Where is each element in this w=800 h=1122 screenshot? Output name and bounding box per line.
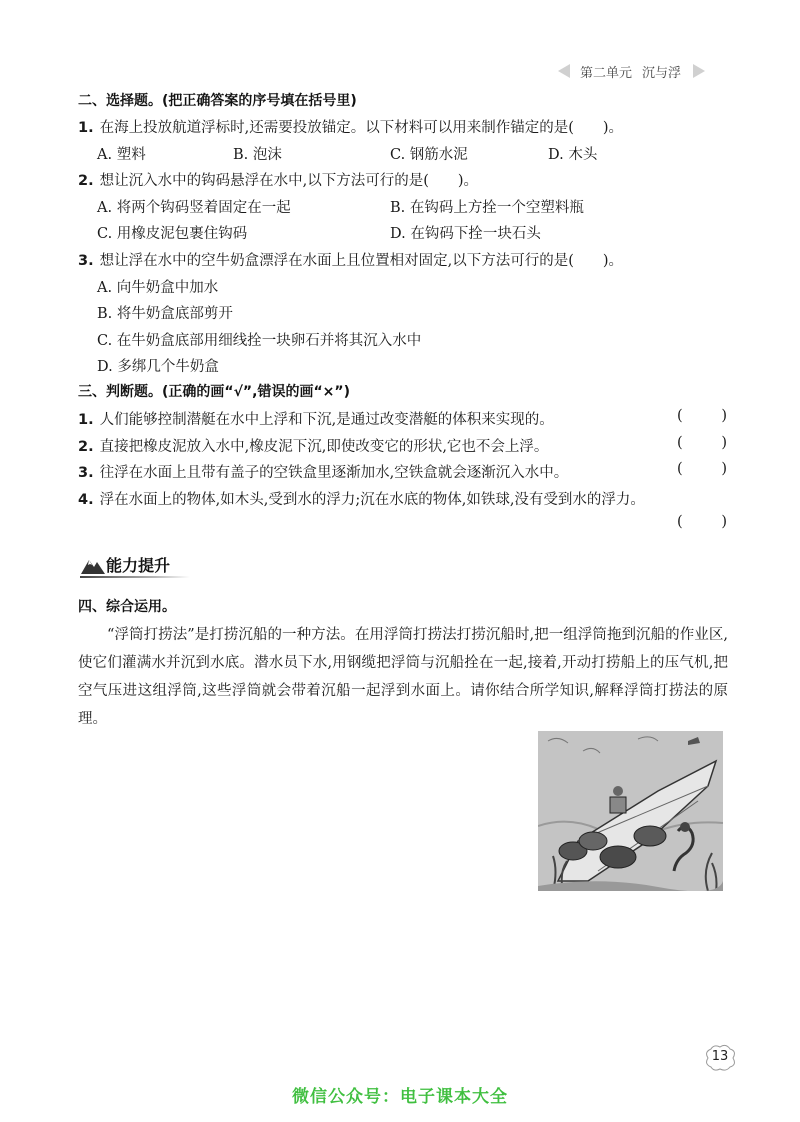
q3-option-d: D. 多绑几个牛奶盒 bbox=[97, 359, 219, 375]
tf-answer-blank-1[interactable] bbox=[677, 408, 727, 424]
page-number: 13 bbox=[711, 1049, 729, 1064]
question-text: 直接把橡皮泥放入水中,橡皮泥下沉,即使改变它的形状,它也不会上浮。 bbox=[99, 439, 549, 455]
q3-option-b: B. 将牛奶盒底部剪开 bbox=[97, 306, 233, 322]
paren-left: ( bbox=[677, 514, 683, 530]
tf-answer-blank-4[interactable] bbox=[677, 514, 727, 530]
page-header bbox=[558, 60, 728, 82]
salvage-illustration bbox=[538, 731, 723, 891]
tf-question-3 bbox=[78, 461, 568, 482]
question-text: 在海上投放航道浮标时,还需要投放锚定。以下材料可以用来制作锚定的是( )。 bbox=[99, 120, 624, 136]
section4-title: 四、综合运用。 bbox=[78, 599, 176, 615]
paren-right: ) bbox=[721, 461, 727, 477]
paren-left: ( bbox=[677, 461, 683, 477]
question-text: 想让沉入水中的钩码悬浮在水中,以下方法可行的是( )。 bbox=[99, 173, 479, 189]
tf-answer-blank-2[interactable] bbox=[677, 435, 727, 451]
question-number: 2. bbox=[78, 173, 94, 189]
question-number: 4. bbox=[78, 492, 94, 508]
header-left-triangle-icon bbox=[558, 64, 570, 78]
mc-question-2 bbox=[78, 169, 478, 190]
question-text: 浮在水面上的物体,如木头,受到水的浮力;沉在水底的物体,如铁球,没有受到水的浮力。 bbox=[99, 492, 645, 508]
section3-title: 三、判断题。(正确的画“√”,错误的画“×”) bbox=[78, 384, 350, 400]
footer-watermark: 微信公众号：电子课本大全 bbox=[292, 1087, 508, 1107]
tf-question-2 bbox=[78, 435, 548, 456]
paren-left: ( bbox=[677, 408, 683, 424]
q1-option-c: C. 钢筋水泥 bbox=[390, 147, 468, 163]
tf-question-1 bbox=[78, 408, 554, 429]
q3-option-a: A. 向牛奶盒中加水 bbox=[97, 280, 219, 296]
header-topic: 沉与浮 bbox=[642, 65, 682, 81]
question-text: 往浮在水面上且带有盖子的空铁盒里逐渐加水,空铁盒就会逐渐沉入水中。 bbox=[99, 465, 569, 481]
question-number: 1. bbox=[78, 120, 94, 136]
question-text: 想让浮在水中的空牛奶盒漂浮在水面上且位置相对固定,以下方法可行的是( )。 bbox=[99, 253, 624, 269]
question-number: 1. bbox=[78, 412, 94, 428]
tf-answer-blank-3[interactable] bbox=[677, 461, 727, 477]
q2-option-a: A. 将两个钩码竖着固定在一起 bbox=[97, 200, 291, 216]
question-text: 人们能够控制潜艇在水中上浮和下沉,是通过改变潜艇的体积来实现的。 bbox=[99, 412, 554, 428]
paren-left: ( bbox=[677, 435, 683, 451]
header-unit: 第二单元 bbox=[580, 65, 633, 81]
q1-option-d: D. 木头 bbox=[548, 147, 598, 163]
question-number: 3. bbox=[78, 465, 94, 481]
ability-title: 能力提升 bbox=[106, 556, 171, 575]
q1-option-a: A. 塑料 bbox=[97, 147, 146, 163]
section2-title: 二、选择题。(把正确答案的序号填在括号里) bbox=[78, 93, 357, 109]
tf-question-4 bbox=[78, 488, 645, 509]
question-number: 2. bbox=[78, 439, 94, 455]
mc-question-1 bbox=[78, 116, 623, 137]
q2-option-d: D. 在钩码下拴一块石头 bbox=[390, 226, 541, 242]
q2-option-b: B. 在钩码上方拴一个空塑料瓶 bbox=[390, 200, 584, 216]
ability-underline bbox=[80, 576, 190, 578]
salvage-scene-image bbox=[538, 731, 723, 891]
q2-option-c: C. 用橡皮泥包裹住钩码 bbox=[97, 226, 248, 242]
section4-paragraph: “浮筒打捞法”是打捞沉船的一种方法。在用浮筒打捞法打捞沉船时,把一组浮筒拖到沉船的作业区,使它们灌满水并沉到水底。潜水员下水,用钢缆把浮筒与沉船拴在一起,接着,开动打捞船上的压气机,把空气压进这组浮筒,这些浮筒就会带着沉船一起浮到水面上。请你结合所学知识,解释浮筒打捞法的原理。 bbox=[78, 627, 728, 727]
q1-option-b: B. 泡沫 bbox=[233, 147, 282, 163]
page-number-badge bbox=[702, 1044, 738, 1072]
paren-right: ) bbox=[721, 514, 727, 530]
paren-right: ) bbox=[721, 435, 727, 451]
ability-banner bbox=[80, 552, 720, 578]
mountain-icon bbox=[80, 552, 106, 576]
question-number: 3. bbox=[78, 253, 94, 269]
paren-right: ) bbox=[721, 408, 727, 424]
mc-question-3 bbox=[78, 249, 623, 270]
header-right-triangle-icon bbox=[693, 64, 705, 78]
q3-option-c: C. 在牛奶盒底部用细线拴一块卵石并将其沉入水中 bbox=[97, 333, 422, 349]
